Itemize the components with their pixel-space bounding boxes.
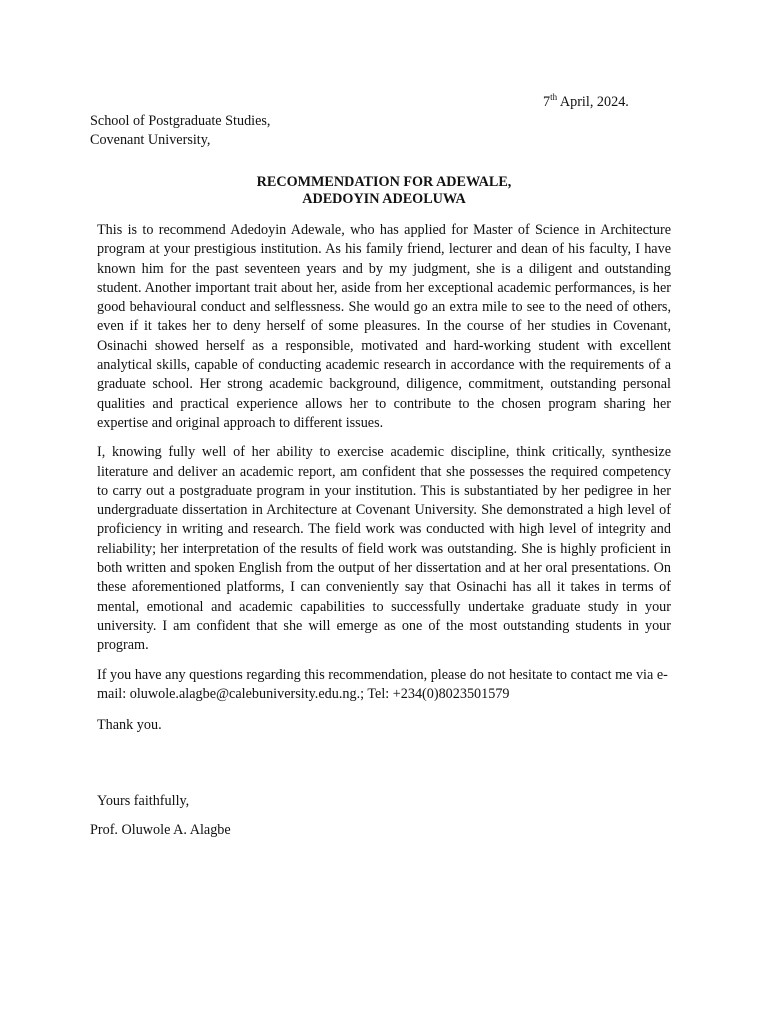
contact-paragraph	[97, 666, 671, 705]
recipient-address	[90, 112, 270, 149]
recipient-line-1: School of Postgraduate Studies,	[90, 113, 271, 129]
letter-subject	[184, 174, 584, 208]
contact-email: oluwole.alagbe@calebuniversity.edu.ng.	[129, 685, 361, 702]
recipient-line-2: Covenant University,	[90, 131, 211, 148]
closing-salutation: Yours faithfully,	[97, 793, 190, 809]
date-ordinal-suffix: th	[550, 92, 558, 102]
body-paragraph-2: I, knowing fully well of her ability to exercise academic discipline, think critically, synthesize literature and deliver an academic report, am confident that she possesses the required competency to carry out a postgraduate program in your institution. This is substantiated by her pedigree in her undergraduate dissertation in Architecture at Covenant University. She demonstrated a high level of proficiency in writing and research. The field work was conducted with high level of integrity and reliability; her interpretation of the results of field work was outstanding. She is highly proficient in both written and spoken English from the output of her dissertation and at her oral presentations. On these aforementioned platforms, I can conveniently say that Osinachi has all it takes in terms of mental, emotional and academic capabilities to successfully undertake graduate study in your university. I am confident that she will emerge as one of the most outstanding students in your program.	[97, 444, 671, 654]
body-paragraph-1: This is to recommend Adedoyin Adewale, who has applied for Master of Science in Architecture program at your prestigious institution. As his family friend, lecturer and dean of his faculty, I have known him for the past seventeen years and by my judgment, she is a diligent and outstanding student. Another important trait about her, aside from her exceptional academic performances, is her good behavioural conduct and selflessness. She would go an extra mile to see to the need of others, even if it takes her to deny herself of some pleasures. In the course of her studies in Covenant, Osinachi showed herself as a responsible, motivated and hard-working student with excellent analytical skills, capable of conducting academic research in accordance with the requirements of a graduate school. Her strong academic background, diligence, commitment, outstanding personal qualities and practical experience allows her to contribute to the chosen program sharing her expertise and original approach to different issues.	[97, 222, 671, 431]
contact-separator: ; Tel:	[360, 685, 393, 702]
contact-intro: If you have any questions regarding this recommendation, please do not hesitate to contact me via e-mail:	[97, 666, 668, 702]
subject-line-1: RECOMMENDATION FOR ADEWALE,	[256, 174, 512, 190]
contact-phone: +234(0)8023501579	[392, 685, 510, 702]
thanks-line: Thank you.	[97, 717, 162, 734]
subject-line-2: ADEDOYIN ADEOLUWA	[302, 191, 466, 207]
signer-name: Prof. Oluwole A. Alagbe	[90, 822, 231, 838]
date-day: 7	[543, 94, 551, 110]
letter-body	[97, 221, 671, 735]
date-rest: April, 2024.	[557, 94, 629, 110]
letter-date	[543, 93, 629, 111]
